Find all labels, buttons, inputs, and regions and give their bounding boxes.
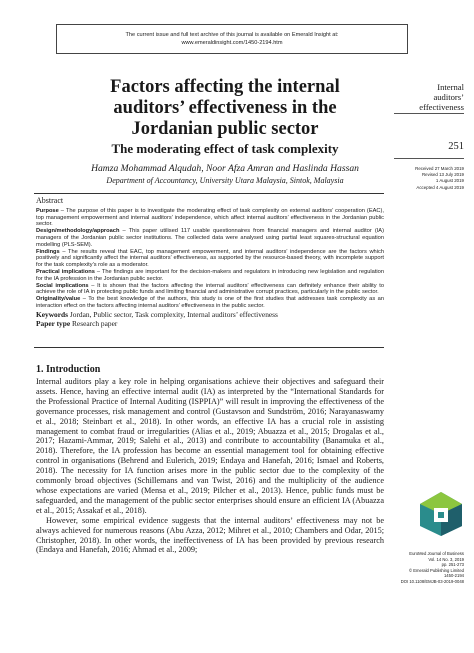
sidebar-divider [394, 158, 464, 159]
date-line: Received 27 March 2019 [415, 166, 464, 171]
running-title-line: auditors’ [433, 92, 464, 102]
journal-info-line: © Emerald Publishing Limited [409, 567, 464, 573]
section-heading: 1. Introduction [36, 364, 101, 375]
paper-type: Paper type Research paper [36, 318, 118, 328]
keywords: Keywords Jordan, Public sector, Task complexity, Internal auditors’ effectiveness [36, 309, 278, 319]
abstract [36, 198, 384, 328]
journal-info-line: 1450-2194 [443, 573, 464, 579]
notice-url-link[interactable]: www.emeraldinsight.com/1450-2194.htm [181, 40, 283, 46]
date-line: Revised 13 July 2019 [422, 172, 464, 178]
submission-dates [392, 166, 464, 191]
paragraph: However, some empirical evidence suggests that the internal auditors’ effectiveness may not be always achieved for numerous reasons (Abu Azza, 2012; Mihret et al., 2010; Chambers and Odar, 2015; Christopher, 2018). In other words, the ineffectiveness of IA has been provided by previous research (Endaya and Hanefah, 2016; Ahmad et al., 2009; [36, 515, 384, 555]
affiliation: Department of Accountancy, University Utara Malaysia, Sintok, Malaysia [106, 176, 344, 185]
abstract-design: Design/methodology/approach – This paper utilised 117 usable questionnaires from financial managers and internal auditor (IA) managers of the Jordanian public sector institutions. The collected data were analysed using partial least squares-structural equation modelling (PLS-SEM). [36, 228, 384, 248]
journal-info-line: Vol. 14 No. 3, 2019 [428, 556, 464, 562]
article-title [60, 77, 390, 140]
publisher-logo-icon [418, 490, 464, 538]
authors: Hamza Mohammad Alqudah, Noor Afza Amran and Haslinda Hassan [91, 163, 359, 174]
abstract-social: Social implications – It is shown that the factors affecting the internal auditors’ effectiveness can definitely enhance their ability to achieve the role of IA in protecting public funds and limiting financial and administrative corrupt practices, particularly in the public sector. [36, 282, 384, 296]
running-title [392, 82, 464, 112]
doi-link[interactable]: DOI 10.1108/EMJB-03-2019-0048 [400, 578, 464, 584]
abstract-top-rule [34, 193, 384, 194]
article-subtitle: The moderating effect of task complexity [111, 141, 339, 156]
abstract-practical: Practical implications – The findings are important for the decision-makers and regulators in introducing new legislation and regulation for the IA profession in the Jordanian public sector. [36, 268, 384, 282]
journal-info [392, 551, 464, 585]
sidebar-divider [394, 113, 464, 114]
journal-info-line: EuroMed Journal of Business [409, 551, 464, 556]
journal-info-line: pp. 251-273 [441, 562, 464, 568]
date-line: Accepted 4 August 2019 [416, 184, 464, 190]
body-text [36, 377, 384, 555]
abstract-findings: Findings – The results reveal that EAC, top management empowerment, and internal auditors’ independence are the factors which positively and significantly affect the internal auditors’ effectiveness, as supported by the resource-based theory, with incomplete support for the task complexity’s role as a moderator. [36, 248, 384, 269]
abstract-purpose: Purpose – The purpose of this paper is to investigate the moderating effect of task complexity on external auditors’ cooperation (EAC), top management empowerment and internal auditors’ independence, which affect internal auditors’ effectiveness in the Jordanian public sector. [36, 207, 384, 228]
running-title-line: Internal [437, 82, 464, 92]
availability-notice [56, 24, 408, 54]
title-line: Factors affecting the internal [110, 77, 340, 97]
title-line: Jordanian public sector [131, 119, 319, 139]
paragraph: Internal auditors play a key role in helping organisations achieve their objectives and safeguard their assets. Hence, having an effective internal audit (IA) as interpreted by the “International Standards for the Professional Practice of Internal Auditing (ISPPIA)” will result in improving the effectiveness of the governance processes, risk management and control (Gustavson and Sundström, 2016; Narayanaswamy et al., 2018; Steinbart et al., 2018). In other words, an effective IA has a crucial role in assisting management to combat fraud or irregularities (Alias et al., 2019; Abuazza et al., 2015; Drogalas et al., 2017; Hazami-Ammar, 2019; Salehi et al., 2013) and contribute to accountability (Banamuka et al., 2018). Therefore, the IA profession has become an essential management tool for obtaining effective control in organisations (Behrend and Eulerich, 2019; Endaya and Hanefah, 2016; Ismael and Roberts, 2018). The necessity for IA function arises more in the public sector due to the complexity of the commonly broad objectives (Schillemans and van Twist, 2016) and the multiplicity of the audience whose expectations are varied (Mensa et al., 2019; Pilcher et al., 2013). Hence, public funds must be safeguarded, and the management of the public sector enterprises should ensure an efficient IA (Abuazza et al., 2015; Assakaf et al., 2018). [36, 377, 384, 515]
notice-line-1: The current issue and full text archive of this journal is available on Emerald Insight at: [125, 32, 339, 38]
abstract-originality: Originality/value – To the best knowledge of the authors, this study is one of the first studies that addresses task complexity as an interaction effect on the factors affecting internal auditors’ effectiveness in the public sector. [36, 296, 384, 309]
date-line: 1 August 2019 [435, 178, 464, 184]
running-title-line: effectiveness [419, 102, 464, 112]
page-number: 251 [448, 141, 464, 152]
title-line: auditors’ effectiveness in the [113, 98, 337, 118]
abstract-bottom-rule [34, 347, 384, 348]
abstract-heading: Abstract [36, 196, 64, 205]
